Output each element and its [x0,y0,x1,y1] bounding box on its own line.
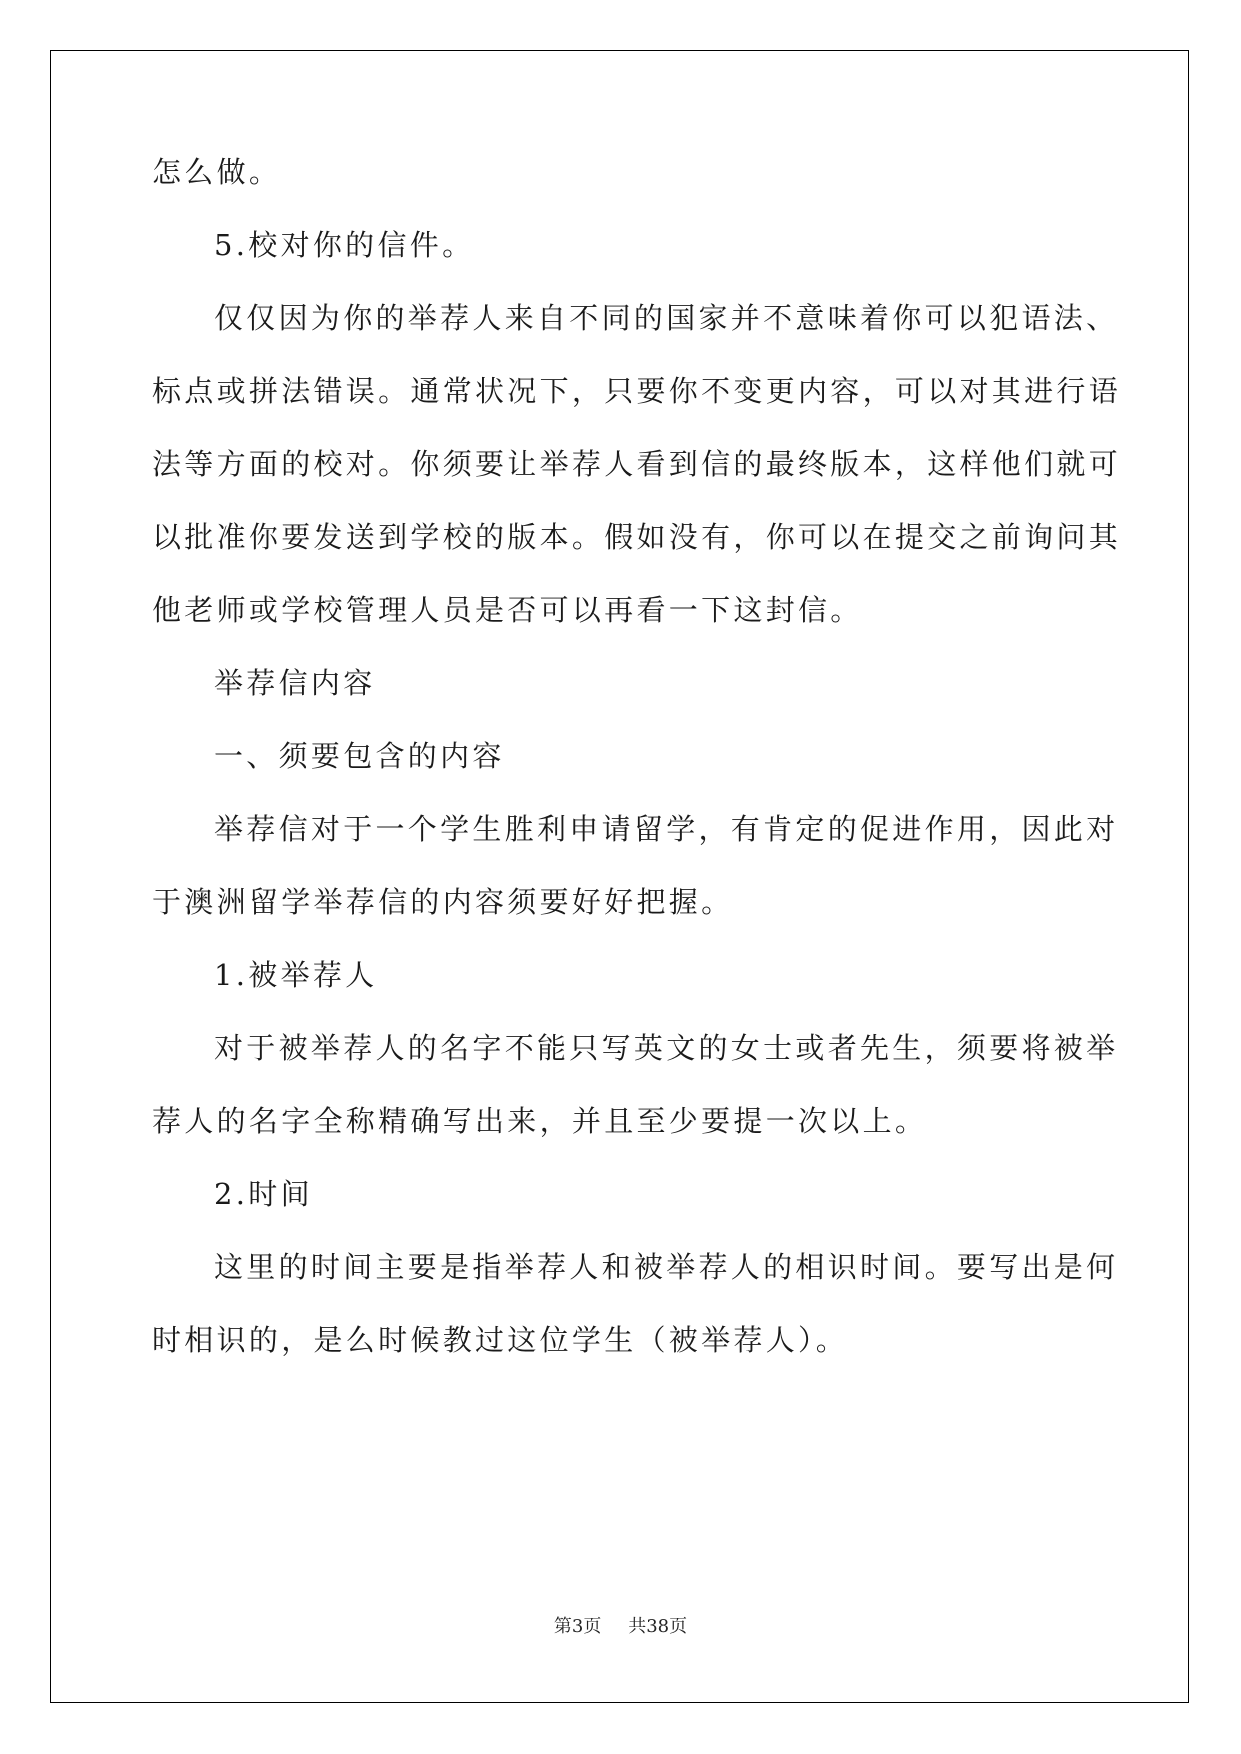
paragraph-line: 怎么做。 [152,155,282,189]
paragraph-line: 法等方面的校对。你须要让举荐人看到信的最终版本，这样他们就可 [152,447,1122,481]
section-heading: 举荐信内容 [214,666,376,700]
paragraph-line: 举荐信对于一个学生胜利申请留学，有肯定的促进作用，因此对 [214,812,1119,846]
section-heading: 1.被举荐人 [214,958,378,992]
paragraph-line: 于澳洲留学举荐信的内容须要好好把握。 [152,885,734,919]
section-heading: 一、须要包含的内容 [214,739,505,773]
paragraph-line: 对于被举荐人的名字不能只写英文的女士或者先生，须要将被举 [214,1031,1119,1065]
total-pages: 共38页 [628,1616,688,1637]
paragraph-line: 他老师或学校管理人员是否可以再看一下这封信。 [152,593,863,627]
page-number: 第3页 [553,1616,602,1637]
section-heading: 2.时间 [214,1177,313,1211]
paragraph-line: 这里的时间主要是指举荐人和被举荐人的相识时间。要写出是何 [214,1250,1119,1284]
paragraph-line: 以批准你要发送到学校的版本。假如没有，你可以在提交之前询问其 [152,520,1122,554]
paragraph-line: 荐人的名字全称精确写出来，并且至少要提一次以上。 [152,1104,928,1138]
paragraph-line: 仅仅因为你的举荐人来自不同的国家并不意味着你可以犯语法、 [214,301,1119,335]
paragraph-line: 时相识的，是么时候教过这位学生（被举荐人）。 [152,1323,849,1357]
page-footer [0,1612,1241,1638]
paragraph-line: 标点或拼法错误。通常状况下，只要你不变更内容，可以对其进行语 [152,374,1122,408]
section-heading: 5.校对你的信件。 [214,228,475,262]
